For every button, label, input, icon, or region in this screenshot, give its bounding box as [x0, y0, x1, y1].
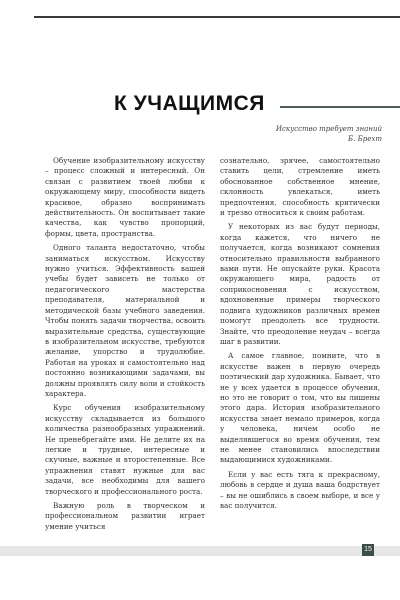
paragraph: Одного таланта недостаточно, чтобы заниматься искусством. Искусству нужно учиться. Эффективность вашей учебы будет зависеть не только от педагогического мастерства преподавателя, материальной и методической базы учебного заведения. Чтобы понять задачи творчества, освоить выразительные средства, существующие в изобразительном искусстве, требуются желание, упорство и трудолюбие. Работая на уроках и самостоятельно над постоянно возникающими задачами, вы должны проявлять силу воли и стойкость характера. — [45, 243, 205, 398]
paragraph: Обучение изобразительному искусству – процесс сложный и интересный. Он связан с развитием твоей любви к окружающему миру, способности видеть красивое, образно воспринимать действительность. Он воспитывает такие качества, как чувство пропорций, формы, цвета, пространства. — [45, 156, 205, 238]
epigraph-quote: Искусство требует знаний — [275, 125, 382, 133]
page-number: 15 — [362, 544, 374, 556]
right-column — [220, 156, 380, 515]
page-title: К УЧАЩИМСЯ — [114, 92, 265, 115]
footer-bar — [0, 546, 400, 556]
left-column — [45, 156, 205, 536]
paragraph: Если у вас есть тяга к прекрасному, любовь в сердце и душа ваша бодрствует – вы не ошиблись в своем выборе, и все у вас получится. — [220, 469, 380, 510]
heading-rule — [280, 106, 400, 108]
top-rule — [34, 16, 400, 18]
paragraph: Курс обучения изобразительному искусству складывается из большого количества разнообразных упражнений. Не пренебрегайте ими. Не делите их на легкие и трудные, интересные и скучные, важные и второстепенные. Все упражнения ставят нужные для вас задачи, все необходимы для вашего творческого и профессионального роста. — [45, 403, 205, 496]
paragraph: Важную роль в творческом и профессиональном развитии играет умение учиться — [45, 501, 205, 531]
epigraph — [276, 124, 382, 144]
paragraph: У некоторых из вас будут периоды, когда кажется, что ничего не получается, когда возникают сомнения относительно правильности выбранного вами пути. Не опускайте руки. Красота окружающего мира, радость от соприкосновения с искусством, вдохновенные примеры творческого подвига художников различных времен помогут преодолеть все трудности. Знайте, что преодоление неудач – всегда шаг в развитии. — [220, 222, 380, 346]
epigraph-author: Б. Брехт — [348, 135, 382, 143]
heading-block — [104, 88, 400, 118]
paragraph: А самое главное, помните, что в искусстве важен в первую очередь поэтический дар художника. Бывает, что не у всех удается в процессе обучения, но это не говорит о том, что вы лишены этого дара. История изобразительного искусства знает немало примеров, когда у человека, ничем особо не выделявшегося во время обучения, тем не менее становились впоследствии выдающимися художниками. — [220, 351, 380, 465]
paragraph: сознательно, зрячее, самостоятельно ставить цели, стремление иметь обоснованное собственное мнение, склонность увлекаться, иметь предпочтения, способность критически и трезво относиться к своим работам. — [220, 156, 380, 218]
